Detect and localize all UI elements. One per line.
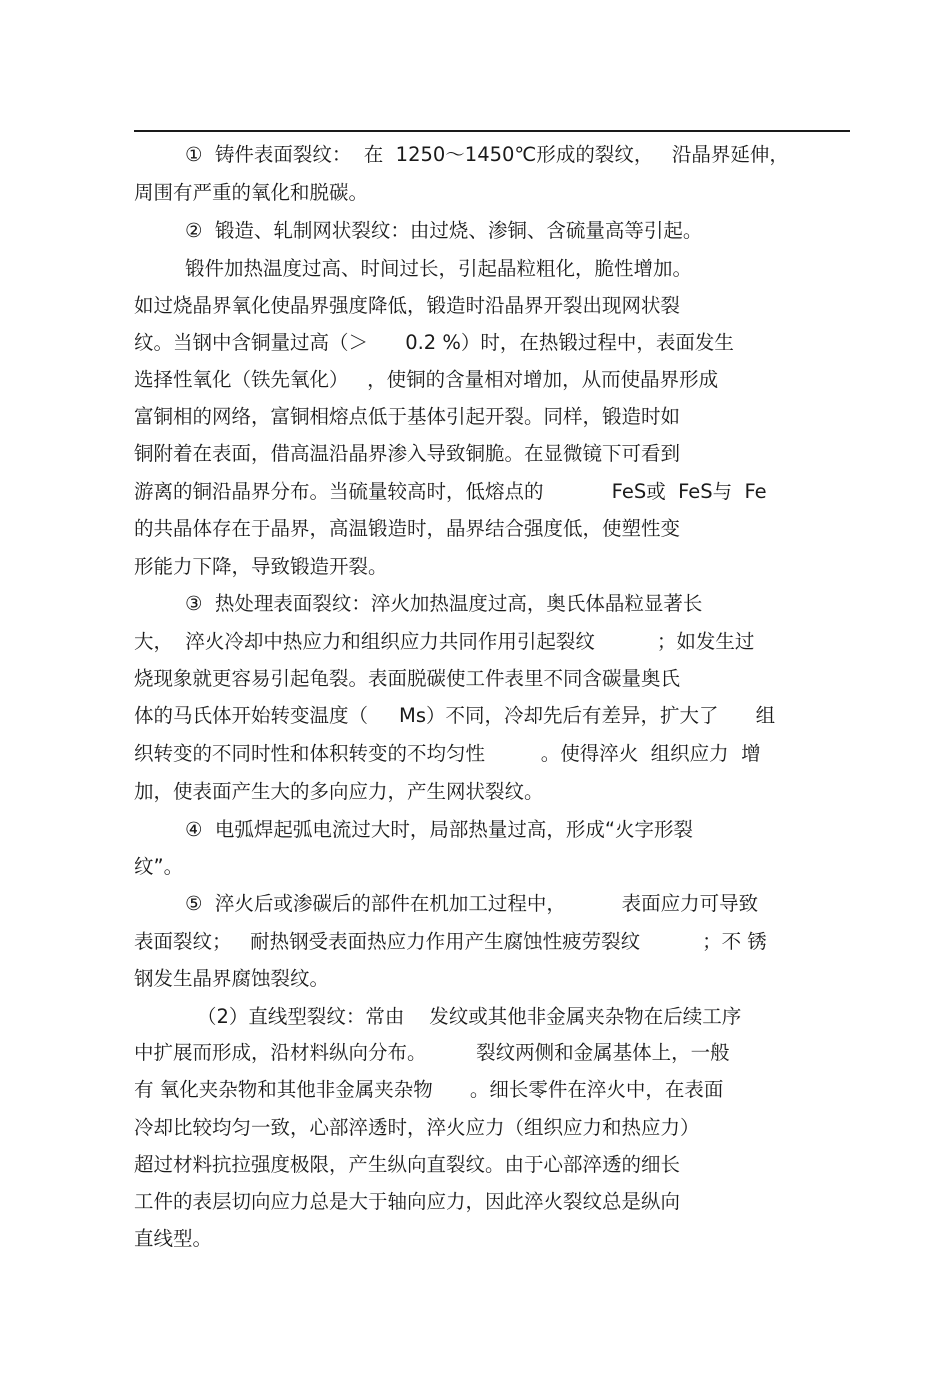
- text-line: 加，使表面产生大的多向应力，产生网状裂纹。: [134, 780, 544, 803]
- text-line: 工件的表层切向应力总是大于轴向应力，因此淬火裂纹总是纵向: [134, 1190, 681, 1213]
- text-line: 烧现象就更容易引起龟裂。表面脱碳使工件表里不同含碳量奥氏: [134, 667, 681, 690]
- text-line: ① 铸件表面裂纹： 在 1250～1450℃形成的裂纹， 沿晶界延伸，: [185, 143, 789, 166]
- text-line: 富铜相的网络，富铜相熔点低于基体引起开裂。同样，锻造时如: [134, 405, 681, 428]
- text-line: 大， 淬火冷却中热应力和组织应力共同作用引起裂纹 ；如发生过: [134, 630, 755, 653]
- text-line: 形能力下降，导致锻造开裂。: [134, 555, 388, 578]
- text-line: 直线型。: [134, 1227, 213, 1250]
- text-line: 铜附着在表面，借高温沿晶界渗入导致铜脆。在显微镜下可看到: [134, 442, 681, 465]
- text-line: 钢发生晶界腐蚀裂纹。: [134, 967, 330, 990]
- text-line: 纹”。: [134, 855, 184, 878]
- text-line: 锻件加热温度过高、时间过长，引起晶粒粗化，脆性增加。: [185, 257, 693, 280]
- text-line: ② 锻造、轧制网状裂纹：由过烧、渗铜、含硫量高等引起。: [185, 219, 703, 242]
- text-line: 织转变的不同时性和体积转变的不均匀性 。使得淬火 组织应力 增: [134, 742, 761, 765]
- text-line: 周围有严重的氧化和脱碳。: [134, 181, 369, 204]
- text-line: 游离的铜沿晶界分布。当硫量较高时，低熔点的 FeS或 FeS与 Fe: [134, 480, 767, 503]
- text-line: ⑤ 淬火后或渗碳后的部件在机加工过程中， 表面应力可导致: [185, 892, 759, 915]
- text-line: 选择性氧化（铁先氧化） ，使铜的含量相对增加，从而使晶界形成: [134, 368, 719, 391]
- text-line: 超过材料抗拉强度极限，产生纵向直裂纹。由于心部淬透的细长: [134, 1153, 681, 1176]
- text-line: （2）直线型裂纹：常由 发纹或其他非金属夹杂物在后续工序: [197, 1005, 742, 1028]
- text-line: ④ 电弧焊起弧电流过大时，局部热量过高，形成“火字形裂: [185, 818, 693, 841]
- header-rule: [134, 130, 850, 132]
- text-line: 表面裂纹； 耐热钢受表面热应力作用产生腐蚀性疲劳裂纹 ；不 锈: [134, 930, 767, 953]
- text-line: 中扩展而形成，沿材料纵向分布。 裂纹两侧和金属基体上，一般: [134, 1041, 730, 1064]
- text-line: 的共晶体存在于晶界，高温锻造时，晶界结合强度低，使塑性变: [134, 517, 681, 540]
- text-line: 体的马氏体开始转变温度（ Ms）不同，冷却先后有差异，扩大了 组: [134, 704, 776, 727]
- text-line: 有 氧化夹杂物和其他非金属夹杂物 。细长零件在淬火中，在表面: [134, 1078, 724, 1101]
- text-line: 冷却比较均匀一致，心部淬透时，淬火应力（组织应力和热应力）: [134, 1116, 700, 1139]
- text-line: 如过烧晶界氧化使晶界强度降低，锻造时沿晶界开裂出现网状裂: [134, 294, 681, 317]
- text-line: ③ 热处理表面裂纹：淬火加热温度过高，奥氏体晶粒显著长: [185, 592, 703, 615]
- text-line: 纹。当钢中含铜量过高（＞ 0.2 %）时，在热锻过程中，表面发生: [134, 331, 734, 354]
